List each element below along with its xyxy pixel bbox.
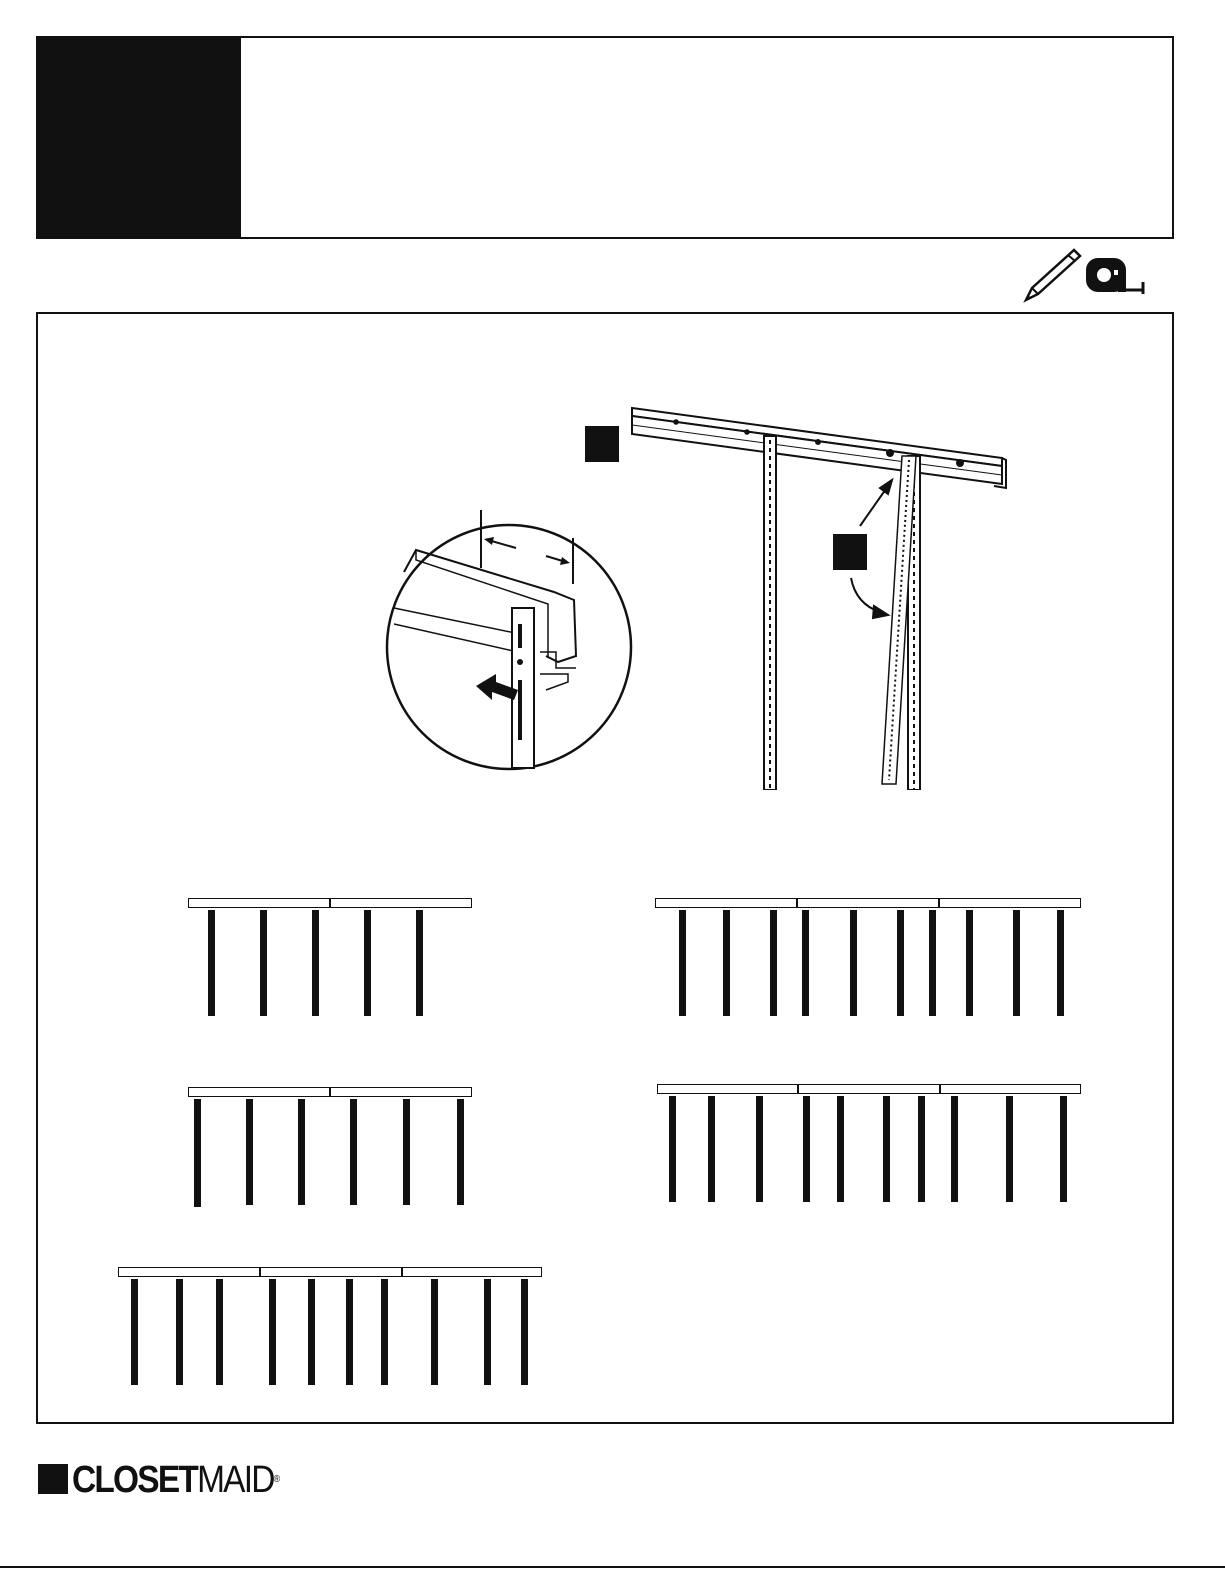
tools-needed <box>1018 244 1148 306</box>
pencil-icon <box>1026 250 1080 300</box>
layout-diagram-4 <box>657 1084 1081 1206</box>
post <box>484 1279 491 1385</box>
rail <box>657 1084 1081 1094</box>
tape-measure-icon <box>1086 258 1144 294</box>
post <box>350 1099 357 1205</box>
post <box>216 1279 223 1385</box>
installation-illustration <box>370 400 1030 790</box>
registered-mark: ® <box>273 1474 281 1485</box>
step-number-block <box>36 36 241 239</box>
rail <box>655 898 1081 908</box>
post <box>756 1096 763 1202</box>
logo-square-icon <box>38 1464 68 1494</box>
callout-marker-b <box>833 534 867 570</box>
post <box>837 1096 844 1202</box>
layout-diagram-1 <box>188 898 472 1018</box>
post <box>312 910 319 1016</box>
post <box>966 910 973 1016</box>
post <box>1057 910 1064 1016</box>
callout-marker-a <box>585 426 619 462</box>
post <box>929 910 936 1016</box>
post <box>803 1096 810 1202</box>
post <box>176 1279 183 1385</box>
rail-joint <box>329 1087 331 1097</box>
post <box>521 1279 528 1385</box>
post <box>802 910 809 1016</box>
layout-diagram-3 <box>188 1087 472 1211</box>
rail-joint <box>796 898 798 908</box>
logo-word-light: MAID <box>197 1459 274 1501</box>
post <box>246 1099 253 1205</box>
post <box>850 910 857 1016</box>
post <box>918 1096 925 1202</box>
rail-joint <box>401 1267 403 1277</box>
post <box>708 1096 715 1202</box>
hang-track <box>632 408 1006 488</box>
post <box>194 1099 201 1207</box>
post <box>897 910 904 1016</box>
footer-rule <box>0 1566 1225 1568</box>
post <box>364 910 371 1016</box>
post <box>1060 1096 1067 1202</box>
layout-diagram-5 <box>118 1267 542 1389</box>
post <box>260 910 267 1016</box>
detail-magnifier <box>387 510 631 769</box>
post <box>416 910 423 1016</box>
post <box>269 1279 276 1385</box>
post <box>1013 910 1020 1016</box>
rail-joint <box>259 1267 261 1277</box>
upright-standard-left <box>764 436 776 790</box>
post <box>431 1279 438 1385</box>
post <box>308 1279 315 1385</box>
layout-diagram-2 <box>655 898 1081 1018</box>
post <box>298 1099 305 1205</box>
post <box>951 1096 958 1202</box>
post <box>770 910 777 1016</box>
logo-wordmark <box>72 1460 280 1500</box>
rail-joint <box>938 898 940 908</box>
rail-joint <box>797 1084 799 1094</box>
post <box>346 1279 353 1385</box>
post <box>403 1099 410 1205</box>
post <box>1006 1096 1013 1202</box>
post <box>669 1096 676 1202</box>
post <box>131 1279 138 1385</box>
post <box>381 1279 388 1385</box>
rail-joint <box>939 1084 941 1094</box>
post <box>457 1099 464 1205</box>
rail-joint <box>329 898 331 908</box>
rail <box>118 1267 542 1277</box>
post <box>208 910 215 1016</box>
post <box>679 910 686 1016</box>
logo-word-bold: CLOSET <box>72 1459 198 1501</box>
post <box>723 910 730 1016</box>
post <box>883 1096 890 1202</box>
